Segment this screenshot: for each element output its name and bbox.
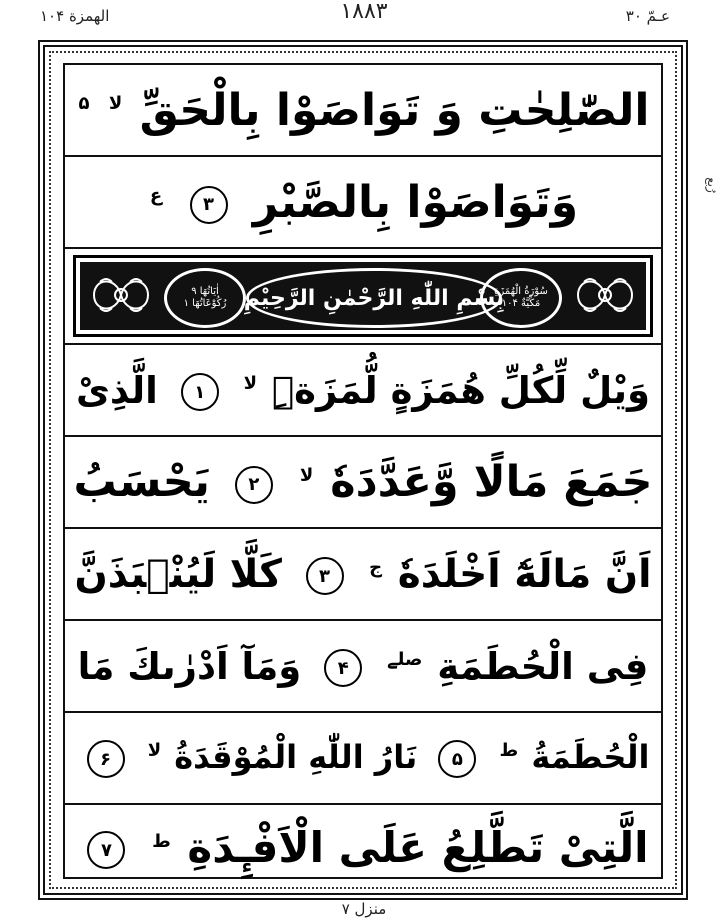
bismillah-cartouche: [243, 268, 505, 328]
ayah-text: اَنَّ مَالَهٗٓ اَخْلَدَهٗ $^ج$ ۳ كَلَّا لَيُنْۢبَذَنَّ: [74, 551, 652, 597]
waqf-sign: ج: [369, 556, 383, 578]
ayah-text: وَتَوَاصَوْا بِالصَّبْرِ ۳ $^ع$: [149, 176, 579, 228]
page-frame: [38, 40, 688, 900]
page-number: ۱۸۸۳: [340, 0, 388, 24]
header-juz-ref: عـمّ ۳۰: [625, 7, 670, 25]
ayah-number-circle: ۱: [181, 373, 219, 411]
waqf-sign: لا: [243, 373, 258, 395]
ayah-row: [65, 157, 661, 249]
ayah-number-circle: ۳: [190, 186, 228, 224]
ayah-row: [65, 805, 661, 889]
side-note: رُبع: [705, 177, 720, 193]
ayah-number-circle: ۶: [87, 740, 125, 778]
ayah-text: فِى الْحُطَمَةِ $^{صلے}$ ۴ وَمَآ اَدْرٰىكَ مَا: [77, 644, 649, 688]
bismillah: بِسْمِ اللّٰهِ الرَّحْمٰنِ الرَّحِيْمِ: [243, 285, 505, 311]
ayah-row: [65, 345, 661, 437]
waqf-sign: صلے: [387, 649, 423, 671]
ayah-row: [65, 437, 661, 529]
waqf-sign: لا: [147, 740, 162, 762]
header-surah-ref: الهمزة ۱۰۴: [40, 7, 110, 25]
ayah-number: ۵: [78, 92, 90, 114]
ayah-number-circle: ۲: [235, 466, 273, 504]
ayah-text: الصّٰلِحٰتِ وَ تَوَاصَوْا بِالْحَقِّ $^{لا}$ $^۵$: [78, 84, 650, 136]
waqf-sign: ط: [152, 830, 171, 852]
ayah-number-circle: ۵: [438, 740, 476, 778]
ayah-text: جَمَعَ مَالًا وَّعَدَّدَهٗ $^{لا}$ ۲ يَحْسَبُ: [73, 457, 653, 507]
ayah-text: الْحُطَمَةُ $^ط$ ۵ نَارُ اللّٰهِ الْمُوْقَدَةُ $^{لا}$ ۶: [77, 738, 650, 778]
ayah-row: [65, 713, 661, 805]
waqf-sign: لا: [299, 464, 314, 486]
surah-ayat-count: اٰيَاتُهَا ۹ رُكُوْعَاتُهَا ۱: [164, 268, 246, 328]
ayah-text: وَيْلٌ لِّكُلِّ هُمَزَةٍ لُّمَزَةِۨ $^{لا}$ ۱ الَّذِىْ: [75, 368, 650, 412]
arabesque-ornament-icon: [86, 268, 156, 322]
text-area: [63, 63, 663, 879]
waqf-sign: لا: [108, 92, 123, 114]
ayah-number-circle: ۴: [324, 649, 362, 687]
surah-banner-row: [65, 249, 661, 345]
surah-banner: [73, 255, 653, 337]
manzil-footer: منزل ۷: [341, 900, 387, 918]
ayah-number-circle: ۳: [306, 557, 344, 595]
ayah-row: [65, 65, 661, 157]
ruku-sign: ع: [149, 184, 163, 206]
ayah-text: الَّتِىْ تَطَّلِعُ عَلَى الْاَفْـِٕدَةِ $^ط$ ۷: [77, 823, 648, 872]
ayah-row: [65, 529, 661, 621]
ayah-number-circle: ۷: [87, 831, 125, 869]
surah-name: سُوْرَةُ الْهُمَزَةِ مَكِّيَّةٌ ۱۰۴: [480, 268, 562, 328]
arabesque-ornament-icon: [570, 268, 640, 322]
waqf-sign: ط: [499, 740, 519, 762]
ayah-row: [65, 621, 661, 713]
